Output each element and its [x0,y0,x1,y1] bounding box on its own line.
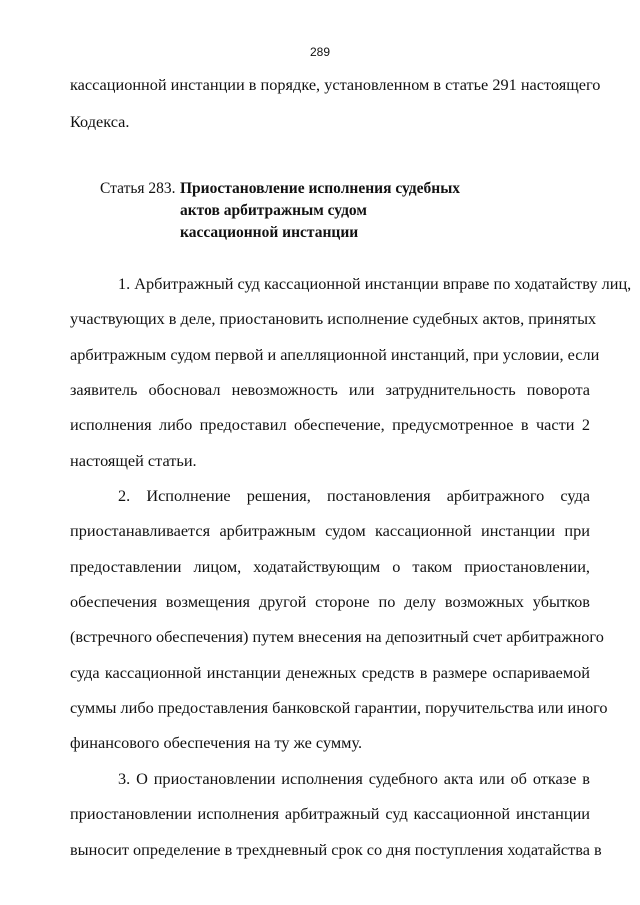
paragraph-line: арбитражным судом первой и апелляционной инстанций, при условии, если [70,345,600,364]
paragraph-line: приостанавливается арбитражным судом кассационной инстанции при [70,521,590,540]
paragraph-line: суммы либо предоставления банковской гарантии, поручительства или иного [70,698,608,717]
paragraph-line: 3. О приостановлении исполнения судебного акта или об отказе в [118,769,590,788]
paragraph-line: выносит определение в трехдневный срок со дня поступления ходатайства в [70,840,602,859]
paragraph-line: (встречного обеспечения) путем внесения на депозитный счет арбитражного [70,627,604,646]
paragraph-line: 1. Арбитражный суд кассационной инстанции вправе по ходатайству лиц, [118,274,632,293]
paragraph-line: настоящей статьи. [70,451,197,470]
article-title-line: кассационной инстанции [180,224,359,241]
paragraph-line: обеспечения возмещения другой стороне по делу возможных убытков [70,592,590,611]
paragraph-line: участвующих в деле, приостановить исполнение судебных актов, принятых [70,309,597,328]
paragraph-line: приостановлении исполнения арбитражный суд кассационной инстанции [70,804,590,823]
page-number: 289 [309,45,331,59]
paragraph-line: предоставлении лицом, ходатайствующим о таком приостановлении, [70,557,590,576]
paragraph-line: исполнения либо предоставил обеспечение, предусмотренное в части 2 [70,415,590,434]
paragraph-line: 2. Исполнение решения, постановления арбитражного суда [118,486,590,505]
paragraph-line: финансового обеспечения на ту же сумму. [70,733,363,752]
article-label: Статья 283. [100,180,176,197]
paragraph-line: суда кассационной инстанции денежных средств в размере оспариваемой [70,663,590,682]
text-line: Кодекса. [70,112,130,131]
text-line: кассационной инстанции в порядке, установленном в статье 291 настоящего [70,75,601,94]
paragraph-line: заявитель обосновал невозможность или затруднительность поворота [70,380,590,399]
article-title-line: актов арбитражным судом [180,202,367,219]
article-title-line: Приостановление исполнения судебных [180,180,461,197]
